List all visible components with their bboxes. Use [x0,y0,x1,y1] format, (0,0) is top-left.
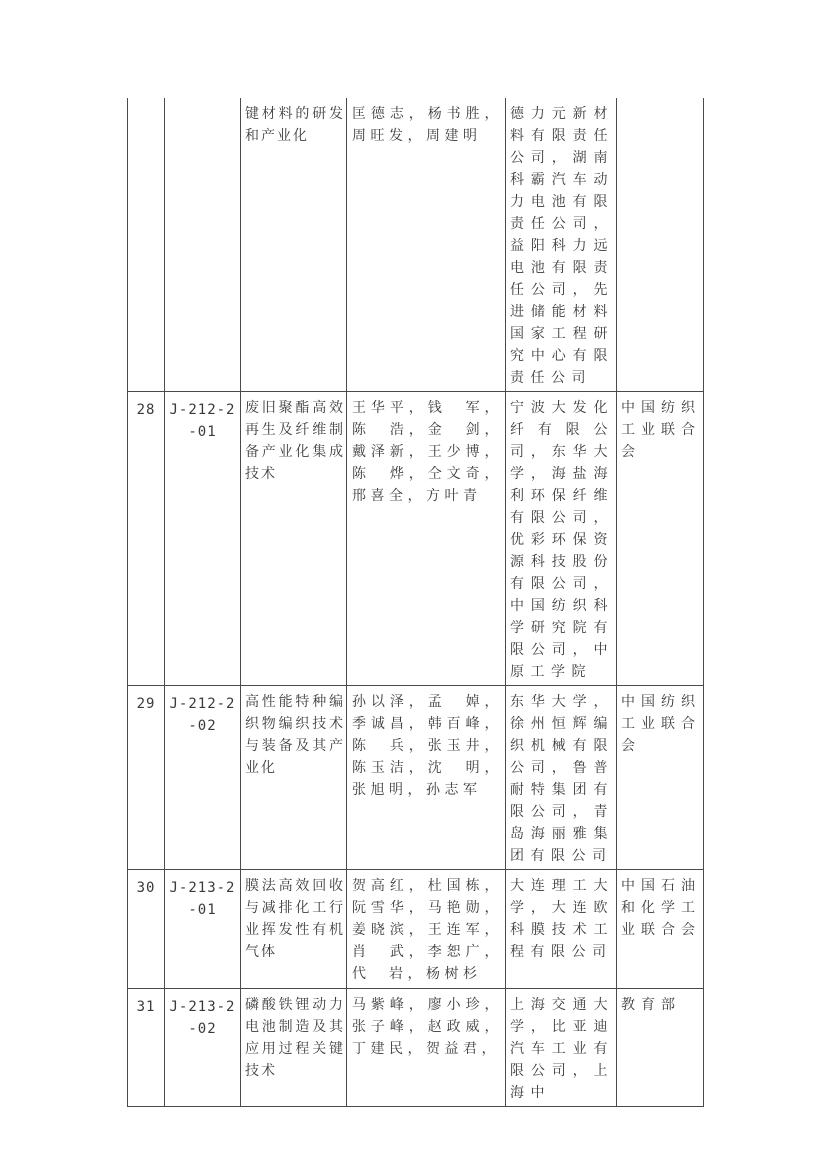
organizations-cell: 上海交通大学，比亚迪汽车工业有限公司，上海中 [506,989,617,1107]
project-code-line: -02 [188,718,217,734]
row-number-cell: 31 [128,989,165,1107]
table-row [128,870,704,989]
project-name-cell: 膜法高效回收与减排化工行业挥发性有机气体 [241,870,347,989]
award-projects-table [127,98,704,1107]
nominator-cell: 中国石油和化学工业联合会 [617,870,704,989]
project-name-cell: 键材料的研发和产业化 [241,98,347,392]
table-row [128,989,704,1107]
project-name-cell: 磷酸铁锂动力电池制造及其应用过程关键技术 [241,989,347,1107]
project-code-cell [165,98,241,392]
nominator-cell: 中国纺织工业联合会 [617,392,704,686]
organizations-cell: 宁波大发化纤有限公司，东华大学，海盐海利环保纤维有限公司，优彩环保资源科技股份有限公司，中国纺织科学研究院有限公司，中原工学院 [506,392,617,686]
project-code-line: -01 [188,902,217,918]
row-number-cell [128,98,165,392]
project-name-cell: 高性能特种编织物编织技术与装备及其产业化 [241,686,347,870]
contributors-cell: 贺高红，杜国栋，阮雪华，马艳勋，姜晓滨，王连军，肖 武，李恕广，代 岩，杨树杉 [347,870,506,989]
project-name-cell: 废旧聚酯高效再生及纤维制备产业化集成技术 [241,392,347,686]
row-number-cell: 28 [128,392,165,686]
row-number-cell: 30 [128,870,165,989]
nominator-cell [617,98,704,392]
table-row [128,686,704,870]
project-code-line: J-212-2 [169,696,236,712]
nominator-cell: 中国纺织工业联合会 [617,686,704,870]
project-code-cell [165,686,241,870]
nominator-cell: 教育部 [617,989,704,1107]
contributors-cell: 匡德志，杨书胜，周旺发，周建明 [347,98,506,392]
project-code-line: -01 [188,424,217,440]
contributors-cell: 马紫峰，廖小珍，张子峰，赵政威，丁建民，贺益君， [347,989,506,1107]
organizations-cell: 东华大学，徐州恒辉编织机械有限公司，鲁普耐特集团有限公司，青岛海丽雅集团有限公司 [506,686,617,870]
project-code-cell [165,870,241,989]
project-code-cell [165,989,241,1107]
project-code-cell [165,392,241,686]
contributors-cell: 王华平，钱 军，陈 浩，金 剑，戴泽新，王少博，陈 烨，仝文奇，邢喜全，方叶青 [347,392,506,686]
project-code-line: J-213-2 [169,880,236,896]
contributors-cell: 孙以泽，孟 婥，季诚昌，韩百峰，陈 兵，张玉井，陈玉洁，沈 明，张旭明，孙志军 [347,686,506,870]
organizations-cell: 德力元新材料有限责任公司，湖南科霸汽车动力电池有限责任公司，益阳科力远电池有限责任公司，先进储能材料国家工程研究中心有限责任公司 [506,98,617,392]
row-number-cell: 29 [128,686,165,870]
project-code-line: J-212-2 [169,402,236,418]
table-row [128,98,704,392]
project-code-line: -02 [188,1021,217,1037]
table-row [128,392,704,686]
organizations-cell: 大连理工大学，大连欧科膜技术工程有限公司 [506,870,617,989]
project-code-line: J-213-2 [169,999,236,1015]
